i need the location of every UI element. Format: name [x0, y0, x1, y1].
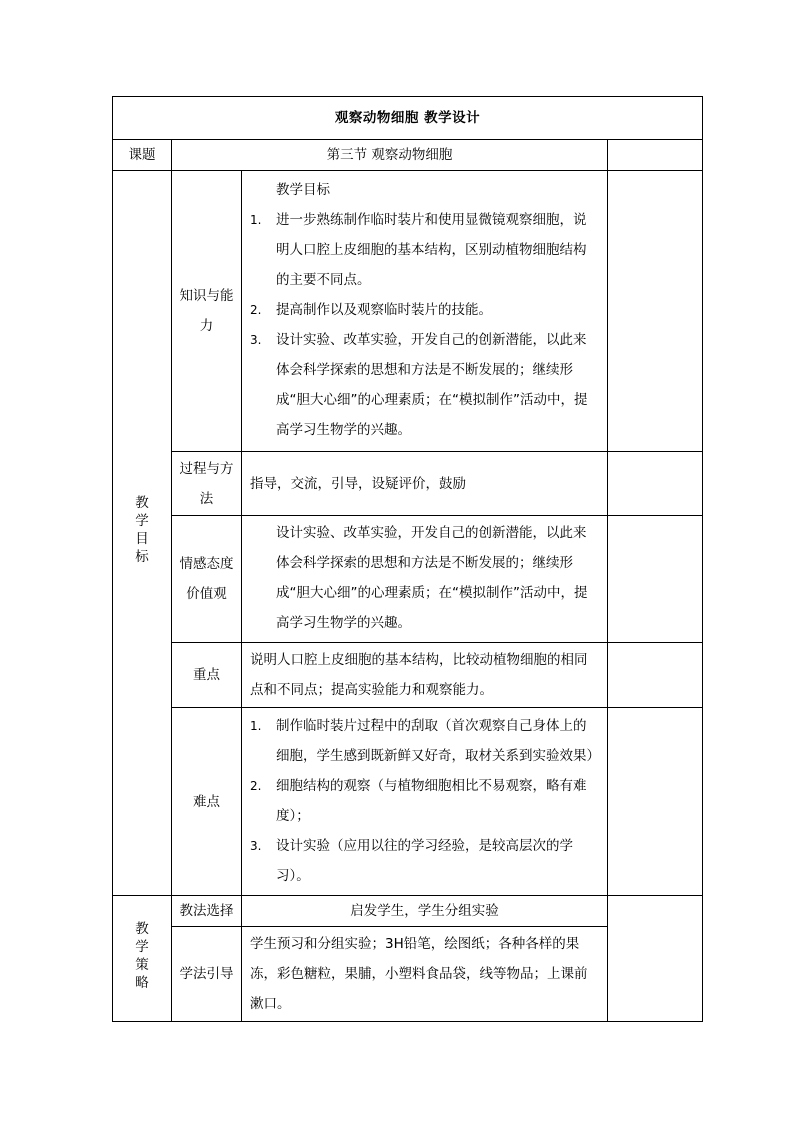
key-points-label: 重点 — [172, 643, 242, 708]
knowledge-label: 知识与能力 — [172, 171, 242, 452]
goals-section-label: 教学目标 — [113, 171, 172, 896]
list-item: 3. 设计实验（应用以往的学习经验，是较高层次的学习）。 — [250, 837, 573, 884]
process-text: 指导，交流，引导，设疑评价，鼓励 — [242, 452, 608, 516]
empty-cell — [608, 171, 703, 452]
key-points-text: 说明人口腔上皮细胞的基本结构，比较动植物细胞的相同点和不同点；提高实验能力和观察能力。 — [242, 643, 608, 708]
knowledge-content — [242, 171, 608, 452]
empty-cell — [608, 708, 703, 896]
method-text: 启发学生，学生分组实验 — [242, 896, 608, 927]
list-item: 2. 提高制作以及观察临时装片的技能。 — [250, 302, 492, 318]
emotion-label: 情感态度价值观 — [172, 516, 242, 643]
process-label: 过程与方法 — [172, 452, 242, 516]
empty-cell — [608, 452, 703, 516]
knowledge-heading: 教学目标 — [276, 182, 330, 198]
list-item: 1. 进一步熟练制作临时装片和使用显微镜观察细胞，说明人口腔上皮细胞的基本结构，区别动植物细胞结构的主要不同点。 — [250, 212, 587, 288]
empty-cell — [608, 140, 703, 171]
document-title: 观察动物细胞 教学设计 — [113, 97, 703, 140]
empty-cell — [608, 896, 703, 1022]
difficulties-label: 难点 — [172, 708, 242, 896]
lesson-label: 课题 — [113, 140, 172, 171]
emotion-content: 设计实验、改革实验，开发自己的创新潜能，以此来体会科学探索的思想和方法是不断发展的；继续形成“胆大心细”的心理素质；在“模拟制作”活动中，提高学习生物学的兴趣。 — [242, 516, 608, 643]
lesson-value: 第三节 观察动物细胞 — [172, 140, 608, 171]
empty-cell — [608, 516, 703, 643]
strategy-section-label: 教学策略 — [113, 896, 172, 1022]
list-item: 2. 细胞结构的观察（与植物细胞相比不易观察，略有难度）； — [250, 777, 587, 824]
lesson-plan-table — [112, 96, 703, 1022]
method-label: 教法选择 — [172, 896, 242, 927]
list-item: 3. 设计实验、改革实验，开发自己的创新潜能，以此来体会科学探索的思想和方法是不断发展的；继续形成“胆大心细”的心理素质；在“模拟制作”活动中，提高学习生物学的兴趣。 — [250, 332, 588, 438]
difficulties-content — [242, 708, 608, 896]
study-text: 学生预习和分组实验；3H铅笔，绘图纸；各种各样的果冻，彩色糖粒，果脯，小塑料食品袋，线等物品；上课前漱口。 — [242, 927, 608, 1022]
study-label: 学法引导 — [172, 927, 242, 1022]
empty-cell — [608, 643, 703, 708]
list-item: 1. 制作临时装片过程中的刮取（首次观察自己身体上的细胞，学生感到既新鲜又好奇，取材关系到实验效果） — [250, 717, 600, 764]
